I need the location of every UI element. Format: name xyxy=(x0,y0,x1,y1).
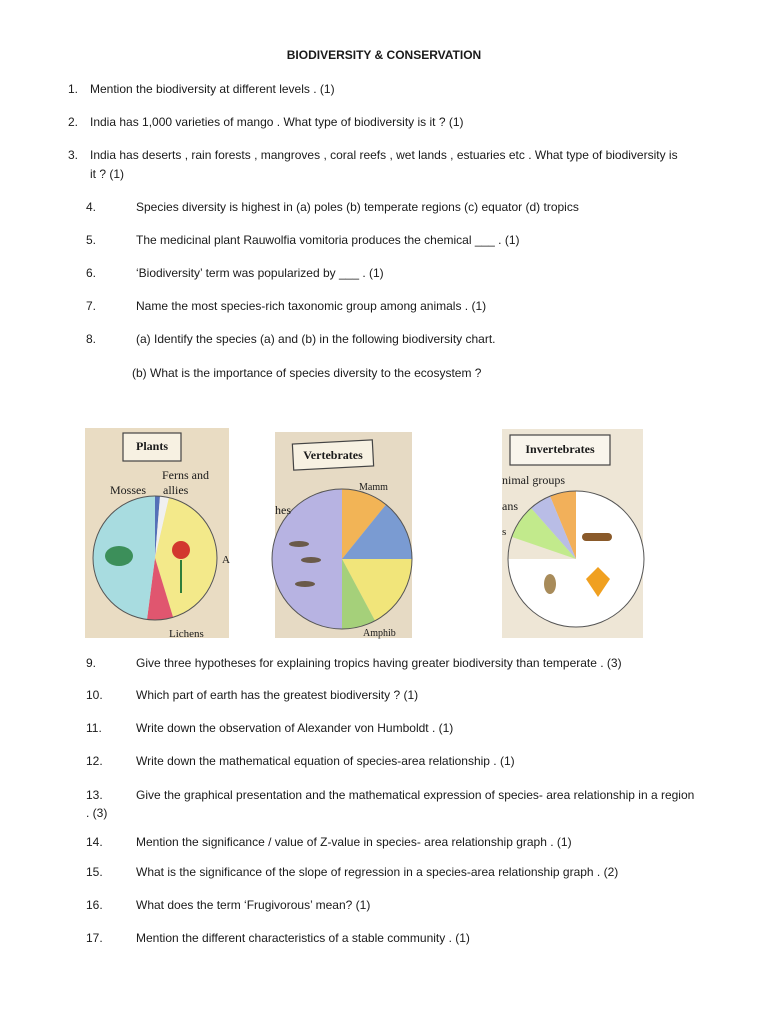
question-number: 17. xyxy=(86,931,103,945)
question-number: 11. xyxy=(86,721,102,735)
question-number: 5. xyxy=(86,233,97,247)
question-text: Write down the mathematical equation of species-area relationship . (1) xyxy=(136,754,515,768)
label-a: A xyxy=(222,554,230,566)
question-number: 14. xyxy=(86,835,103,849)
label-fishes: hes xyxy=(275,503,291,517)
question-number: 13. xyxy=(86,788,103,802)
question-text: Species diversity is highest in (a) poles (b) temperate regions (c) equator (d) tropics xyxy=(136,200,579,214)
question-number: 6. xyxy=(86,266,97,280)
question-number: 7. xyxy=(86,299,97,313)
label-ferns: Ferns and xyxy=(162,468,209,482)
question-text: What does the term ‘Frugivorous’ mean? (1) xyxy=(136,898,371,912)
fish-illustration xyxy=(289,541,309,547)
question-text: Mention the significance / value of Z-value in species- area relationship graph . (1) xyxy=(136,835,572,849)
algae-illustration xyxy=(105,546,133,566)
question-number: 16. xyxy=(86,898,103,912)
question-3 xyxy=(68,146,758,186)
fish-illustration xyxy=(301,557,321,563)
label-ans: ans xyxy=(502,499,518,513)
question-number: 15. xyxy=(86,865,103,879)
question-text: Give three hypotheses for explaining tropics having greater biodiversity than temperate . (3) xyxy=(136,656,622,670)
question-text: Mention the biodiversity at different levels . (1) xyxy=(90,82,335,96)
plants-pie xyxy=(93,496,217,620)
question-number: 9. xyxy=(86,656,97,670)
question-text: India has 1,000 varieties of mango . What type of biodiversity is it ? (1) xyxy=(90,115,464,129)
question-number: 12. xyxy=(86,754,103,768)
question-number: 8. xyxy=(86,332,97,346)
question-text-continued: . (3) xyxy=(86,806,108,820)
figure-title: Plants xyxy=(135,439,168,453)
label-mosses: Mosses xyxy=(110,483,147,497)
question-text-continued: it ? (1) xyxy=(90,167,125,181)
label-allies: allies xyxy=(163,483,189,497)
question-text: Give the graphical presentation and the mathematical expression of species- area relationship in a region xyxy=(136,788,695,802)
question-text: India has deserts , rain forests , mangroves , coral reefs , wet lands , estuaries etc . What type of biodiversity is xyxy=(90,148,678,162)
figure-title: Vertebrates xyxy=(303,448,363,462)
vertebrates-pie-figure xyxy=(275,432,412,638)
question-text: Write down the observation of Alexander von Humboldt . (1) xyxy=(136,721,454,735)
question-text: Mention the different characteristics of a stable community . (1) xyxy=(136,931,470,945)
question-text: Name the most species-rich taxonomic group among animals . (1) xyxy=(136,299,487,313)
label-mammals: Mamm xyxy=(359,482,388,493)
vertebrates-pie xyxy=(272,489,412,629)
question-number: 1. xyxy=(68,82,79,96)
label-animal-groups: nimal groups xyxy=(502,473,565,487)
question-text: (a) Identify the species (a) and (b) in the following biodiversity chart. xyxy=(136,332,496,346)
label-lichens: Lichens xyxy=(169,628,204,640)
question-text: The medicinal plant Rauwolfia vomitoria produces the chemical ___ . (1) xyxy=(136,233,520,247)
question-number: 10. xyxy=(86,688,103,702)
label-s: s xyxy=(502,526,507,538)
question-13 xyxy=(86,786,752,824)
question-text: (b) What is the importance of species diversity to the ecosystem ? xyxy=(132,366,482,380)
label-amphibians: Amphib xyxy=(363,628,396,639)
insect-illustration xyxy=(544,574,556,594)
invertebrates-pie-graphic xyxy=(502,429,643,638)
question-text: ‘Biodiversity’ term was popularized by ___ . (1) xyxy=(136,266,384,280)
question-number: 2. xyxy=(68,115,79,129)
question-number: 4. xyxy=(86,200,97,214)
figure-title: Invertebrates xyxy=(525,442,595,456)
question-text: Which part of earth has the greatest biodiversity ? (1) xyxy=(136,688,419,702)
plants-pie-graphic xyxy=(85,428,229,638)
flower-illustration xyxy=(172,541,190,559)
question-number: 3. xyxy=(68,148,79,162)
fish-illustration xyxy=(295,581,315,587)
plants-pie-figure xyxy=(85,428,229,638)
page-title: BIODIVERSITY & CONSERVATION xyxy=(286,48,482,62)
caterpillar-illustration xyxy=(582,533,612,541)
question-text: What is the significance of the slope of regression in a species-area relationship graph . (2) xyxy=(136,865,619,879)
invertebrates-pie-figure xyxy=(502,429,643,638)
